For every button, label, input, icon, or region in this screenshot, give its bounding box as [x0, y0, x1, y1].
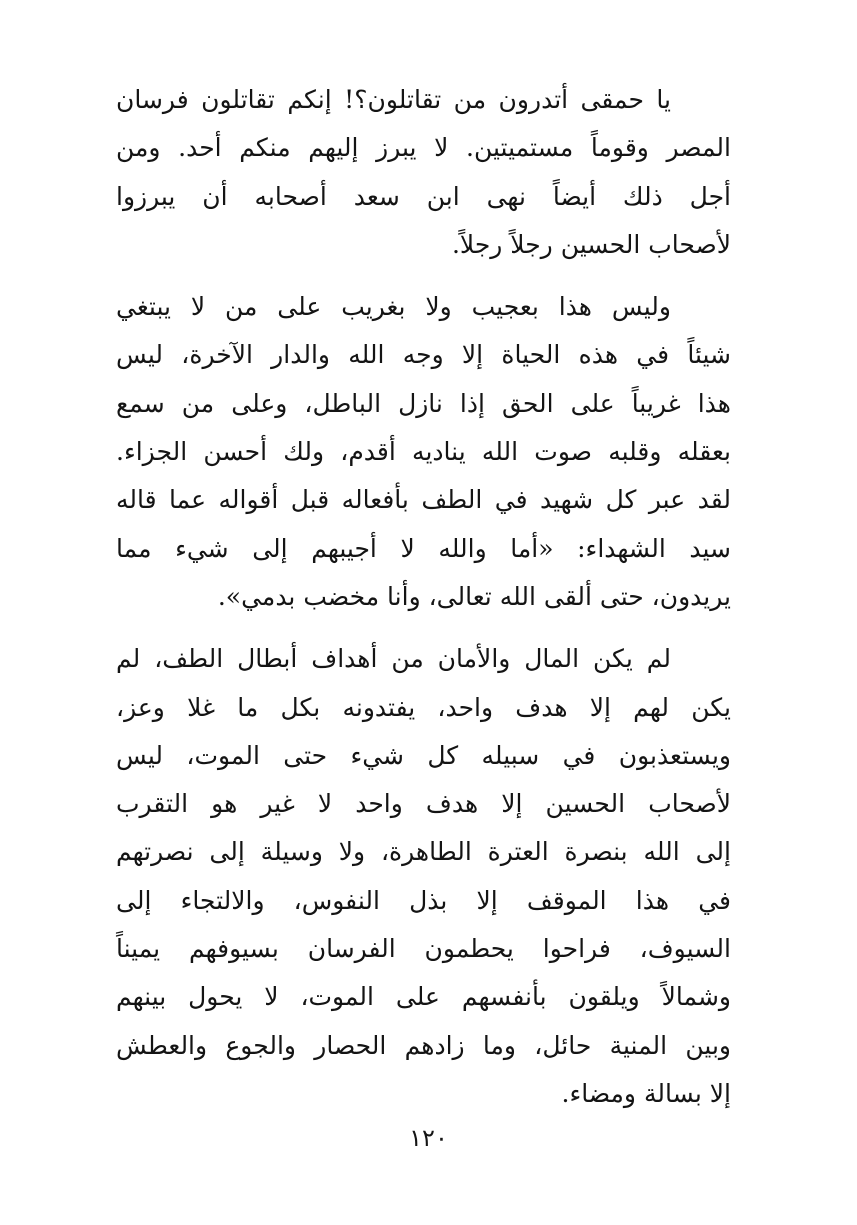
- text-line: يا حمقى أتدرون من تقاتلون؟! إنكم تقاتلون فرسان: [116, 85, 671, 114]
- text-line: لم يكن المال والأمان من أهداف أبطال الطف، لم: [116, 644, 671, 674]
- paragraph-2: [116, 283, 731, 621]
- text-line: وليس هذا بعجيب ولا بغريب على من لا يبتغي: [116, 292, 671, 322]
- body-text: [116, 76, 731, 1118]
- text-line: أجل ذلك أيضاً نهى ابن سعد أصحابه أن يبرزوا: [116, 181, 731, 211]
- text-line: لأصحاب الحسين رجلاً رجلاً.: [451, 229, 731, 259]
- text-line: يكن لهم إلا هدف واحد، يفتدونه بكل ما غلا وعز،: [116, 692, 731, 722]
- page-number: ١٢٠: [409, 1124, 448, 1152]
- text-line: شيئاً في هذه الحياة إلا وجه الله والدار الآخرة، ليس: [116, 340, 731, 370]
- paragraph-gap: [116, 269, 731, 283]
- text-line: سيد الشهداء: «أما والله لا أجيبهم إلى شيء مما: [116, 533, 731, 563]
- text-line: لقد عبر كل شهيد في الطف بأفعاله قبل أقواله عما قاله: [116, 485, 731, 515]
- text-line: إلا بسالة ومضاء.: [561, 1078, 731, 1108]
- paragraph-gap: [116, 621, 731, 635]
- text-line: السيوف، فراحوا يحطمون الفرسان بسيوفهم يميناً: [116, 934, 731, 964]
- paragraph-1: [116, 76, 731, 269]
- text-line: إلى الله بنصرة العترة الطاهرة، ولا وسيلة إلى نصرتهم: [116, 837, 731, 867]
- text-line: المصر وقوماً مستميتين. لا يبرز إليهم منكم أحد. ومن: [116, 133, 731, 163]
- text-line: بعقله وقلبه صوت الله يناديه أقدم، ولك أحسن الجزاء.: [116, 437, 731, 467]
- text-line: لأصحاب الحسين إلا هدف واحد لا غير هو التقرب: [116, 789, 731, 819]
- text-line: وشمالاً ويلقون بأنفسهم على الموت، لا يحول بينهم: [116, 982, 731, 1012]
- paragraph-3: [116, 635, 731, 1118]
- text-line: يريدون، حتى ألقى الله تعالى، وأنا مخضب بدمي».: [217, 581, 731, 611]
- text-line: هذا غريباً على الحق إذا نازل الباطل، وعلى من سمع: [116, 388, 731, 418]
- text-line: وبين المنية حائل، وما زادهم الحصار والجوع والعطش: [116, 1030, 731, 1060]
- text-line: في هذا الموقف إلا بذل النفوس، والالتجاء إلى: [116, 885, 731, 915]
- text-line: ويستعذبون في سبيله كل شيء حتى الموت، ليس: [116, 740, 731, 770]
